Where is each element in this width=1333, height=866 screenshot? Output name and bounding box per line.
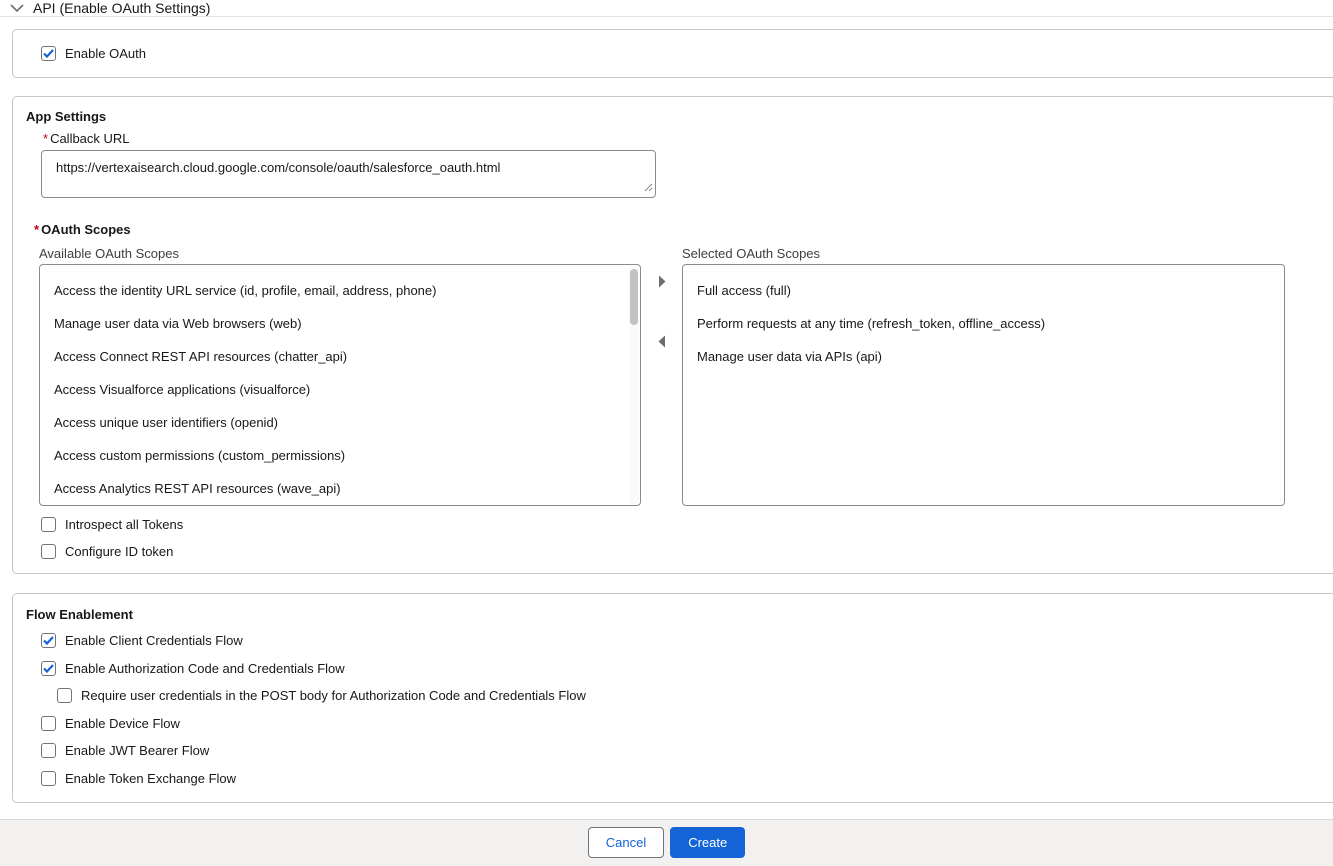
move-left-button[interactable] bbox=[658, 335, 666, 348]
oauth-scopes-label: * OAuth Scopes bbox=[34, 222, 131, 237]
flow-option-label: Enable JWT Bearer Flow bbox=[65, 743, 210, 758]
scope-option[interactable]: Full access (full) bbox=[697, 283, 791, 298]
chevron-down-icon bbox=[10, 4, 24, 12]
require-user-credentials-post-body-checkbox[interactable] bbox=[57, 688, 72, 703]
flow-option-label: Enable Device Flow bbox=[65, 715, 180, 731]
cancel-button[interactable]: Cancel bbox=[588, 827, 664, 858]
create-button[interactable]: Create bbox=[670, 827, 745, 858]
configure-id-token-checkbox[interactable] bbox=[41, 544, 56, 559]
scope-option[interactable]: Perform requests at any time (refresh_token, offline_access) bbox=[697, 316, 1046, 331]
flow-option-row bbox=[41, 771, 1317, 786]
scope-option[interactable]: Access Analytics REST API resources (wave_api) bbox=[54, 481, 341, 496]
callback-url-input[interactable] bbox=[41, 150, 656, 198]
flow-option-label: Enable Token Exchange Flow bbox=[65, 770, 237, 786]
flow-option-row bbox=[41, 661, 1317, 676]
arrow-left-icon bbox=[658, 335, 666, 348]
scope-option[interactable]: Manage user data via APIs (api) bbox=[697, 349, 882, 364]
enable-oauth-checkbox[interactable] bbox=[41, 46, 56, 61]
selected-scopes-label: Selected OAuth Scopes bbox=[682, 246, 821, 261]
flow-option-row bbox=[57, 688, 1317, 703]
enable-oauth-label: Enable OAuth bbox=[65, 46, 146, 61]
move-right-button[interactable] bbox=[658, 275, 666, 288]
collapse-section-button[interactable] bbox=[10, 4, 24, 12]
scope-option[interactable]: Manage user data via Web browsers (web) bbox=[54, 316, 302, 331]
section-title: API (Enable OAuth Settings) bbox=[33, 0, 211, 16]
scrollbar[interactable] bbox=[629, 266, 639, 504]
enable-device-flow-checkbox[interactable] bbox=[41, 716, 56, 731]
footer-action-bar bbox=[0, 819, 1333, 866]
flow-enablement-title: Flow Enablement bbox=[26, 607, 133, 622]
arrow-right-icon bbox=[658, 275, 666, 288]
flow-option-row bbox=[41, 743, 1317, 758]
scope-option[interactable]: Access unique user identifiers (openid) bbox=[54, 415, 279, 430]
introspect-all-tokens-checkbox[interactable] bbox=[41, 517, 56, 532]
scope-option[interactable]: Access custom permissions (custom_permissions) bbox=[54, 448, 346, 463]
scope-option[interactable]: Access Connect REST API resources (chatter_api) bbox=[54, 349, 348, 364]
enable-oauth-card bbox=[12, 29, 1333, 78]
configure-id-token-label: Configure ID token bbox=[65, 544, 174, 559]
enable-authorization-code-and-credentials-flow-checkbox[interactable] bbox=[41, 661, 56, 676]
required-asterisk: * bbox=[43, 131, 49, 146]
flow-option-label: Enable Client Credentials Flow bbox=[65, 633, 243, 648]
enable-token-exchange-flow-checkbox[interactable] bbox=[41, 771, 56, 786]
scrollbar-thumb[interactable] bbox=[630, 269, 638, 325]
selected-scopes-listbox[interactable] bbox=[682, 264, 1285, 506]
section-header bbox=[0, 0, 1333, 17]
callback-url-label: * Callback URL bbox=[43, 131, 130, 146]
enable-client-credentials-flow-checkbox[interactable] bbox=[41, 633, 56, 648]
flow-option-label: Enable Authorization Code and Credentials Flow bbox=[65, 660, 345, 676]
enable-jwt-bearer-flow-checkbox[interactable] bbox=[41, 743, 56, 758]
flow-option-label: Require user credentials in the POST body for Authorization Code and Credentials Flow bbox=[81, 688, 586, 703]
required-asterisk: * bbox=[34, 222, 40, 237]
introspect-all-tokens-label: Introspect all Tokens bbox=[65, 517, 184, 532]
flow-option-row bbox=[41, 633, 1317, 648]
scope-option[interactable]: Access the identity URL service (id, profile, email, address, phone) bbox=[54, 283, 437, 298]
available-scopes-listbox[interactable] bbox=[39, 264, 641, 506]
flow-option-row bbox=[41, 716, 1317, 731]
scope-option[interactable]: Access Visualforce applications (visualforce) bbox=[54, 382, 311, 397]
app-settings-card bbox=[12, 96, 1333, 574]
app-settings-title: App Settings bbox=[26, 109, 107, 124]
available-scopes-label: Available OAuth Scopes bbox=[39, 246, 179, 261]
flow-enablement-card bbox=[12, 593, 1333, 803]
oauth-scopes-dual-listbox bbox=[39, 264, 1317, 506]
